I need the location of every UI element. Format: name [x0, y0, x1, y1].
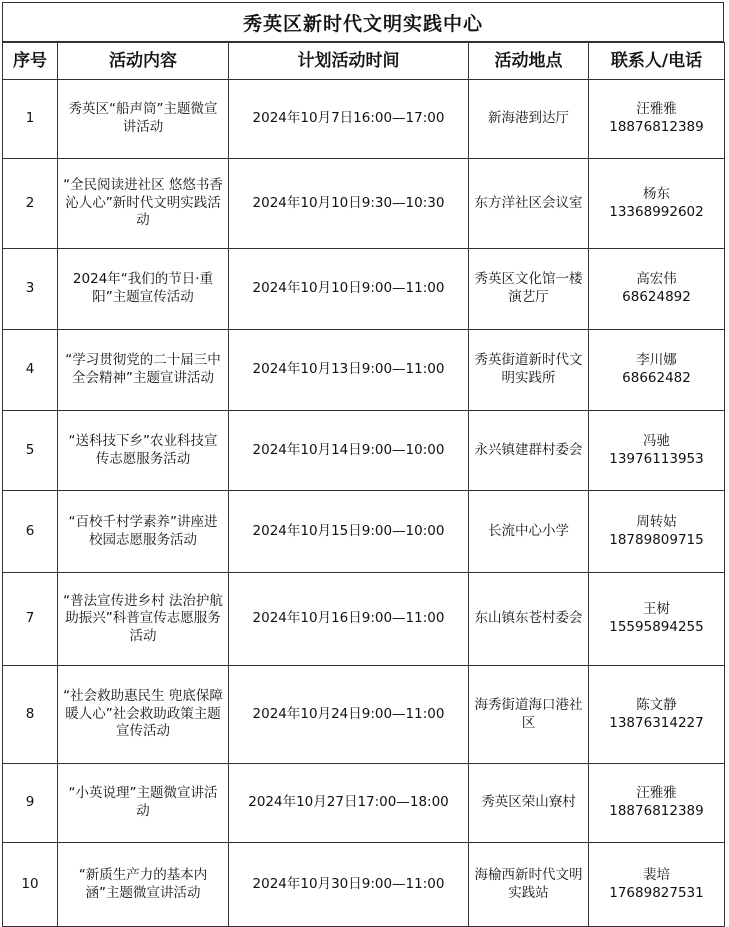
contact-phone: 13976113953: [609, 450, 704, 467]
cell-content: “送科技下乡”农业科技宣传志愿服务活动: [58, 411, 229, 491]
cell-location: 秀英街道新时代文明实践所: [469, 330, 589, 411]
cell-time: 2024年10月16日9:00—11:00: [229, 573, 469, 666]
cell-location: 新海港到达厅: [469, 80, 589, 159]
cell-contact: [589, 764, 725, 843]
cell-contact: [589, 666, 725, 764]
schedule-sheet: [2, 2, 724, 922]
cell-location: 东方洋社区会议室: [469, 159, 589, 249]
cell-contact: [589, 330, 725, 411]
contact-phone: 17689827531: [609, 884, 704, 901]
cell-location: 东山镇东苍村委会: [469, 573, 589, 666]
header-row: [3, 43, 725, 80]
cell-contact: [589, 573, 725, 666]
cell-content: “学习贯彻党的二十届三中全会精神”主题宣讲活动: [58, 330, 229, 411]
cell-content: “社会救助惠民生 兜底保障暖人心”社会救助政策主题宣传活动: [58, 666, 229, 764]
contact-phone: 18876812389: [609, 119, 704, 135]
contact-name: 周转姑: [636, 513, 677, 530]
cell-content: “小英说理”主题微宣讲活动: [58, 764, 229, 843]
table-row: [3, 666, 725, 764]
schedule-table: [2, 42, 725, 927]
table-row: [3, 249, 725, 330]
contact-name: 杨东: [643, 185, 670, 202]
cell-index: 3: [3, 249, 58, 330]
cell-contact: [589, 80, 725, 159]
cell-location: 永兴镇建群村委会: [469, 411, 589, 491]
cell-time: 2024年10月10日9:00—11:00: [229, 249, 469, 330]
contact-name: 陈文静: [636, 696, 677, 713]
contact-name: 汪雅雅: [636, 785, 677, 802]
table-row: [3, 159, 725, 249]
contact-phone: 68662482: [622, 370, 691, 386]
contact-name: 汪雅雅: [636, 101, 677, 118]
cell-contact: [589, 249, 725, 330]
table-row: [3, 764, 725, 843]
cell-location: 秀英区文化馆一楼演艺厅: [469, 249, 589, 330]
contact-phone: 68624892: [622, 289, 691, 305]
table-row: [3, 80, 725, 159]
header-content: 活动内容: [58, 43, 229, 80]
contact-phone: 15595894255: [609, 619, 704, 635]
contact-name: 王树: [643, 601, 670, 618]
contact-phone: 13368992602: [609, 203, 704, 220]
cell-location: 长流中心小学: [469, 491, 589, 573]
cell-index: 5: [3, 411, 58, 491]
cell-location: 秀英区荣山寮村: [469, 764, 589, 843]
cell-index: 10: [3, 843, 58, 927]
cell-content: 2024年“我们的节日·重阳”主题宣传活动: [58, 249, 229, 330]
cell-time: 2024年10月24日9:00—11:00: [229, 666, 469, 764]
cell-contact: [589, 411, 725, 491]
cell-content: “全民阅读进社区 悠悠书香沁人心”新时代文明实践活动: [58, 159, 229, 249]
cell-content: “普法宣传进乡村 法治护航助振兴”科普宣传志愿服务活动: [58, 573, 229, 666]
cell-location: 海榆西新时代文明实践站: [469, 843, 589, 927]
cell-index: 7: [3, 573, 58, 666]
contact-phone: 18789809715: [609, 531, 704, 548]
contact-name: 李川娜: [636, 352, 677, 369]
cell-time: 2024年10月15日9:00—10:00: [229, 491, 469, 573]
cell-time: 2024年10月7日16:00—17:00: [229, 80, 469, 159]
cell-index: 4: [3, 330, 58, 411]
cell-contact: [589, 843, 725, 927]
cell-index: 8: [3, 666, 58, 764]
contact-name: 裴培: [643, 866, 670, 883]
cell-content: 秀英区“船声筒”主题微宣讲活动: [58, 80, 229, 159]
contact-phone: 13876314227: [609, 714, 704, 731]
cell-content: “百校千村学素养”讲座进校园志愿服务活动: [58, 491, 229, 573]
cell-index: 9: [3, 764, 58, 843]
table-row: [3, 411, 725, 491]
table-row: [3, 573, 725, 666]
cell-contact: [589, 491, 725, 573]
cell-content: “新质生产力的基本内涵”主题微宣讲活动: [58, 843, 229, 927]
header-contact: 联系人/电话: [589, 43, 725, 80]
cell-time: 2024年10月10日9:30—10:30: [229, 159, 469, 249]
cell-index: 1: [3, 80, 58, 159]
cell-time: 2024年10月27日17:00—18:00: [229, 764, 469, 843]
table-row: [3, 491, 725, 573]
table-row: [3, 843, 725, 927]
cell-time: 2024年10月14日9:00—10:00: [229, 411, 469, 491]
cell-index: 6: [3, 491, 58, 573]
cell-time: 2024年10月13日9:00—11:00: [229, 330, 469, 411]
contact-name: 高宏伟: [636, 271, 677, 288]
cell-location: 海秀街道海口港社区: [469, 666, 589, 764]
cell-time: 2024年10月30日9:00—11:00: [229, 843, 469, 927]
table-row: [3, 330, 725, 411]
contact-name: 冯驰: [643, 432, 670, 449]
cell-index: 2: [3, 159, 58, 249]
document-title: 秀英区新时代文明实践中心: [2, 2, 724, 42]
header-time: 计划活动时间: [229, 43, 469, 80]
contact-phone: 18876812389: [609, 803, 704, 819]
header-location: 活动地点: [469, 43, 589, 80]
header-index: 序号: [3, 43, 58, 80]
cell-contact: [589, 159, 725, 249]
